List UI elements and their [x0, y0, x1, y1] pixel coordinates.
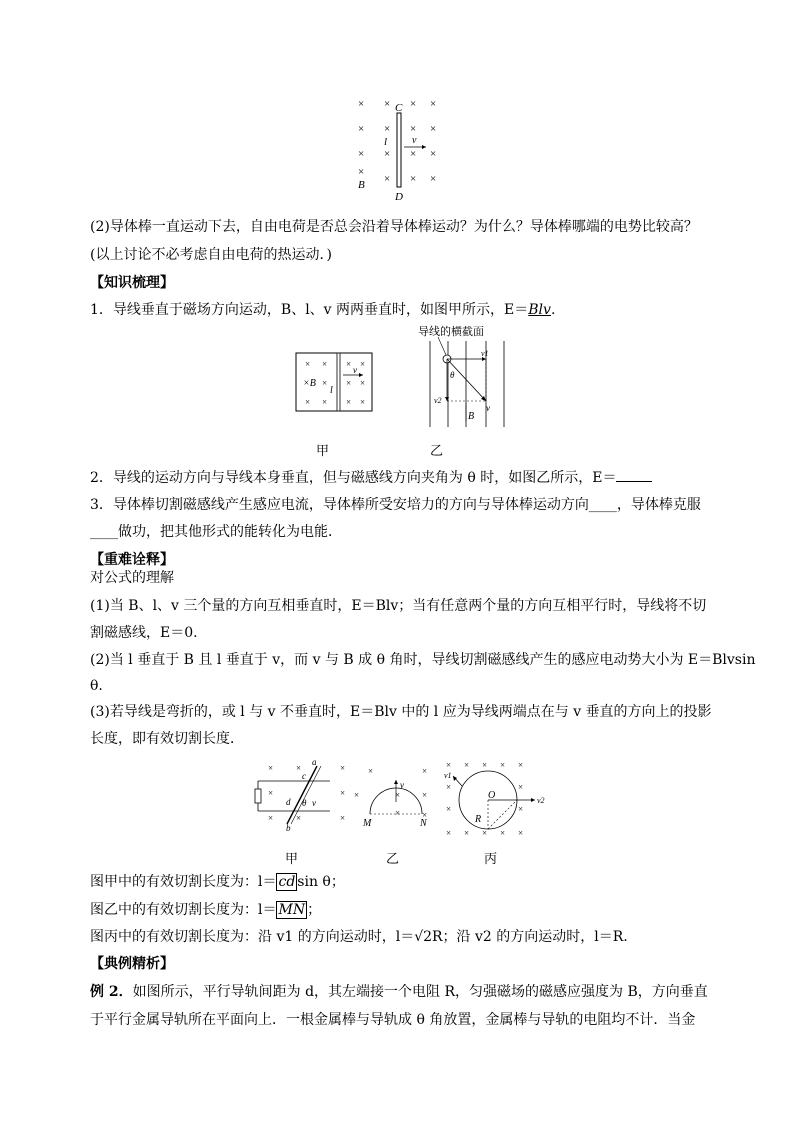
svg-text:×: ×	[368, 766, 374, 776]
svg-text:×: ×	[384, 98, 391, 110]
question-2-line2: (以上讨论不必考虑自由电荷的热运动．)	[90, 247, 332, 263]
section-knowledge: 【知识梳理】	[90, 275, 174, 291]
bot-label-theta: θ	[302, 798, 307, 808]
mid-label-theta: θ	[450, 370, 455, 380]
effective-b: 图乙中的有效切割长度为：l＝ MN ；	[90, 902, 322, 918]
svg-text:×: ×	[358, 123, 365, 135]
svg-text:×: ×	[354, 790, 360, 800]
svg-text:×: ×	[422, 790, 428, 800]
example-2-line2: 于平行金属导轨所在平面向上．一根金属棒与导轨成 θ 角放置，金属棒与导轨的电阻均不计．当金	[90, 1012, 696, 1028]
point-1-line1: (1)当 B、l、v 三个量的方向互相垂直时，E＝Blv；当有任意两个量的方向互相平行时，导线将不切	[90, 598, 707, 614]
point-1-line2: 割磁感线，E＝0.	[90, 625, 198, 641]
svg-text:×: ×	[446, 760, 452, 770]
svg-text:×: ×	[430, 98, 437, 110]
mid-label-v2: v2	[434, 396, 442, 405]
label-B: B	[358, 179, 365, 191]
svg-text:×: ×	[384, 123, 391, 135]
bot-label-c: c	[302, 771, 306, 781]
svg-text:×: ×	[384, 173, 391, 185]
bot-label-N: N	[420, 818, 427, 829]
bot-label-O: O	[488, 790, 496, 801]
svg-text:×: ×	[482, 828, 488, 838]
svg-text:×: ×	[322, 397, 328, 407]
svg-text:×: ×	[410, 98, 417, 110]
svg-text:×: ×	[518, 804, 524, 814]
effective-c: 图丙中的有效切割长度为：沿 v1 的方向运动时，l＝√2R；沿 v2 的方向运动时，l＝R.	[90, 929, 628, 945]
svg-text:×: ×	[340, 788, 346, 798]
bot-label-v-yi: v	[400, 780, 404, 790]
example-2-line1: 例 2．如图所示，平行导轨间距为 d，其左端接一个电阻 R，匀强磁场的磁感应强度为 B，方向垂直	[90, 984, 708, 1000]
svg-text:×: ×	[422, 766, 428, 776]
svg-text:×: ×	[360, 397, 366, 407]
point-3-line1: (3)若导线是弯折的，或 l 与 v 不垂直时，E＝Blv 中的 l 应为导线两端点在与 v 垂直的方向上的投影	[90, 704, 712, 720]
svg-text:×: ×	[464, 760, 470, 770]
svg-text:×: ×	[305, 397, 311, 407]
svg-text:×: ×	[358, 166, 365, 178]
mid-label-vv: v	[486, 403, 490, 413]
svg-text:×: ×	[360, 359, 366, 369]
question-2-line1: (2)导体棒一直运动下去，自由电荷是否总会沿着导体棒运动？为什么？导体棒哪端的电势比较高？	[90, 219, 698, 235]
point-2-line1: (2)当 l 垂直于 B 且 l 垂直于 v，而 v 与 B 成 θ 角时，导线切割磁感线产生的感应电动势大小为 E＝Blvsin	[90, 652, 756, 668]
effective-a: 图甲中的有效切割长度为：l＝ cd sin θ；	[90, 874, 345, 890]
label-C: C	[395, 102, 403, 114]
svg-text:×: ×	[268, 763, 274, 773]
svg-text:×: ×	[340, 813, 346, 823]
mid-label-v1: v1	[481, 349, 489, 358]
bot-label-M: M	[363, 818, 372, 829]
mid-caption-a: 甲	[316, 444, 330, 459]
svg-text:×: ×	[305, 359, 311, 369]
middle-figure	[290, 323, 520, 433]
section-key: 【重难诠释】	[90, 552, 174, 568]
bot-label-d: d	[286, 797, 291, 807]
bot-caption-c: 丙	[484, 852, 498, 867]
svg-text:×: ×	[322, 378, 328, 388]
svg-text:×: ×	[296, 763, 302, 773]
svg-text:×: ×	[322, 359, 328, 369]
svg-text:×: ×	[395, 808, 401, 818]
svg-text:×: ×	[358, 148, 365, 160]
svg-text:×: ×	[346, 397, 352, 407]
svg-text:×: ×	[360, 378, 366, 388]
mid-label-B: ×B	[303, 378, 316, 389]
point-2-line2: θ.	[90, 678, 103, 694]
svg-text:×: ×	[446, 804, 452, 814]
mid-label-BB: B	[468, 411, 475, 422]
svg-text:×: ×	[500, 760, 506, 770]
section-example: 【典例精析】	[90, 956, 174, 972]
bot-label-R: R	[475, 814, 482, 825]
svg-text:×: ×	[430, 123, 437, 135]
mid-caption-b: 乙	[430, 444, 444, 459]
svg-text:×: ×	[446, 782, 452, 792]
svg-text:×: ×	[296, 813, 302, 823]
bot-caption-a: 甲	[285, 852, 299, 867]
svg-text:×: ×	[384, 148, 391, 160]
svg-text:×: ×	[422, 810, 428, 820]
svg-text:×: ×	[464, 828, 470, 838]
svg-text:×: ×	[410, 173, 417, 185]
point-3-line2: 长度，即有效切割长度．	[90, 731, 244, 747]
svg-text:×: ×	[410, 123, 417, 135]
svg-text:×: ×	[482, 760, 488, 770]
svg-text:×: ×	[430, 148, 437, 160]
label-v: v	[412, 135, 417, 146]
mid-label-v: v	[353, 365, 357, 375]
svg-text:×: ×	[518, 782, 524, 792]
svg-text:×: ×	[268, 813, 274, 823]
svg-text:×: ×	[430, 173, 437, 185]
svg-text:×: ×	[395, 790, 401, 800]
svg-text:×: ×	[446, 828, 452, 838]
svg-text:×: ×	[410, 148, 417, 160]
svg-text:×: ×	[518, 760, 524, 770]
key-intro: 对公式的理解	[90, 570, 174, 586]
bot-label-v1: v1	[444, 771, 452, 780]
mid-label-l: l	[330, 385, 333, 396]
bot-caption-b: 乙	[386, 852, 400, 867]
svg-text:×: ×	[340, 763, 346, 773]
bot-label-v2: v2	[537, 796, 545, 805]
bottom-figure	[250, 756, 560, 846]
knowledge-3-line1: 3．导体棒切割磁感线产生感应电流，导体棒所受安培力的方向与导体棒运动方向____，导体棒克服	[90, 497, 701, 513]
bot-label-b: b	[286, 823, 291, 833]
knowledge-1: 1．导线垂直于磁场方向运动，B、l、v 两两垂直时，如图甲所示，E＝Blv.	[90, 302, 556, 318]
mid-title: 导线的横截面	[418, 326, 484, 338]
svg-text:×: ×	[346, 378, 352, 388]
svg-text:×: ×	[268, 788, 274, 798]
bot-label-v: v	[312, 798, 316, 808]
bot-label-a: a	[312, 757, 317, 767]
svg-text:×: ×	[500, 828, 506, 838]
label-l: l	[384, 136, 388, 148]
top-figure	[350, 95, 450, 205]
label-D: D	[395, 191, 403, 203]
knowledge-2: 2．导线的运动方向与导线本身垂直，但与磁感线方向夹角为 θ 时，如图乙所示，E＝	[90, 469, 652, 486]
svg-text:×: ×	[346, 359, 352, 369]
svg-text:×: ×	[518, 828, 524, 838]
cross: ×	[358, 98, 365, 110]
knowledge-3-line2: ____做功，把其他形式的能转化为电能．	[90, 524, 342, 540]
